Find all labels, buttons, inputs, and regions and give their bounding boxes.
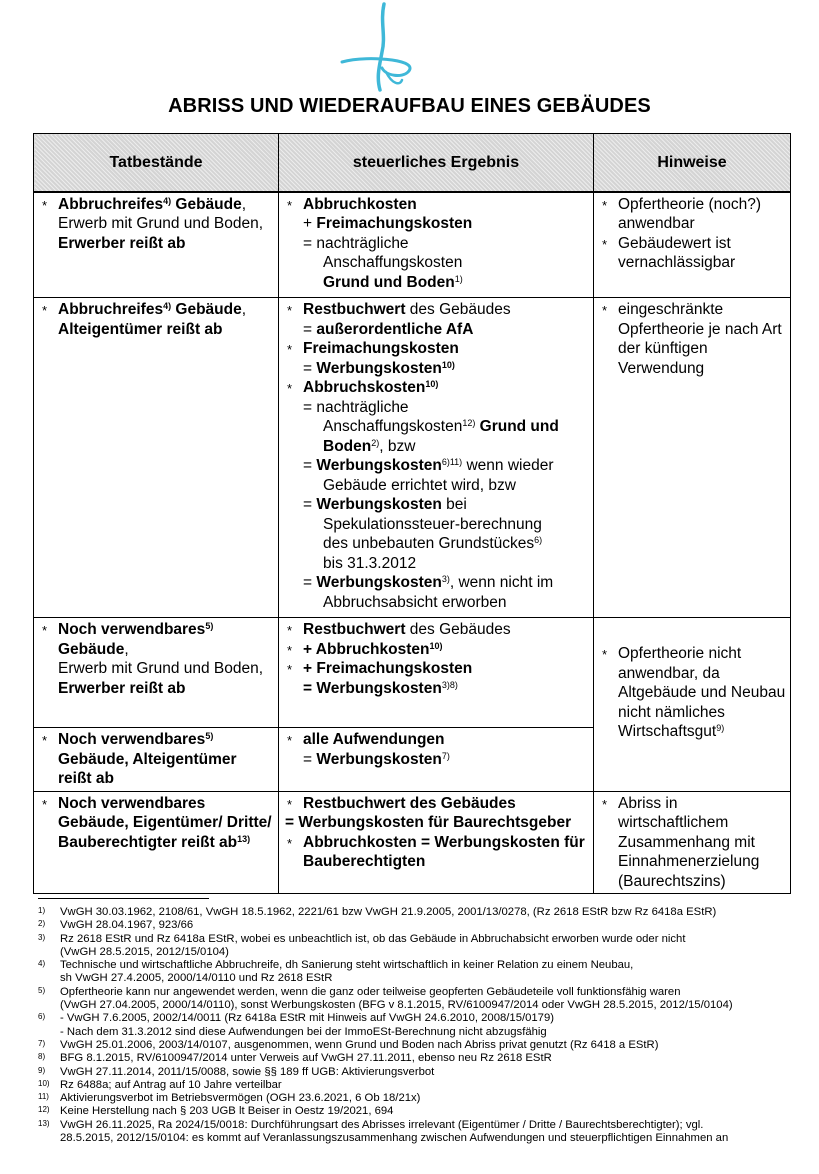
- footnote: 1) VwGH 30.03.1962, 2108/61, VwGH 18.5.1962, 2221/61 bzw VwGH 21.9.2005, 2001/13/0278, (Rz 2618 EStR bzw Rz 6418a EStR): [38, 906, 717, 918]
- header-tatbestaende: Tatbestände: [34, 134, 279, 192]
- footnote: 13) VwGH 26.11.2025, Ra 2024/15/0018: Durchführungsart des Abrisses irrelevant (Eigentümer / Dritte / Baurechtsberechtigter); vgl. 28.5.2015, 2012/15/0104: es kommt auf Veranlassungszusammenhang zwischen Aufwendungen und steuerpflichtigen Einnahmen an: [38, 1118, 729, 1145]
- footnote: 6) - VwGH 7.6.2005, 2002/14/0011 (Rz 6418a EStR mit Hinweis auf VwGH 24.6.2010, 2008/15/0179) - Nach dem 31.3.2012 sind diese Aufwendungen bei der ImmoESt-Berechnung nicht abzugsfähig: [38, 1012, 555, 1038]
- table-row: [34, 298, 791, 618]
- footnote: 5) Opfertheorie kann nur angewendet werden, wenn die ganz oder teilweise geopferten Gebäudeteile voll funktionsfähig waren (VwGH 27.04.2005, 2000/14/0110), sonst Werbungskosten (BFG v 8.1.2015, RV/6100947/2014 oder VwGH 28.5.2015, 2012/15/0104): [38, 985, 733, 1012]
- cell-ergebnis: * alle Aufwendungen = Werbungskosten$^{7)}$: [279, 728, 594, 792]
- cell-ergebnis: * Restbuchwert des Gebäudes * + Abbruchkosten$^{10)}$ * + Freimachungskosten = Werbungskosten$^{3)8)}$: [279, 618, 594, 728]
- table-row: [34, 192, 791, 298]
- cell-ergebnis: * Abbruchkosten + Freimachungskosten = nachträgliche Anschaffungskosten Grund und Boden$^{1)}$: [279, 192, 594, 298]
- footnote: 8) BFG 8.1.2015, RV/6100947/2014 unter Verweis auf VwGH 27.11.2011, ebenso neu Rz 2618 EStR: [38, 1052, 552, 1065]
- page-title: ABRISS UND WIEDERAUFBAU EINES GEBÄUDES: [168, 95, 651, 117]
- cell-hinweise: * eingeschränkte Opfertheorie je nach Art der künftigen Verwendung: [594, 298, 791, 618]
- cell-tatbestand: * Noch verwendbares Gebäude, Eigentümer/ Dritte/ Bauberechtigter reißt $ab^{13)}$: [34, 791, 279, 894]
- brand-logo-icon: [336, 2, 420, 94]
- table-row: [34, 618, 791, 728]
- cell-hinweise: * Opfertheorie (noch?) anwendbar * Gebäudewert ist vernachlässigbar: [594, 192, 791, 298]
- footnote: 10) Rz 6488a; auf Antrag auf 10 Jahre verteilbar: [38, 1078, 282, 1091]
- footnotes: [38, 906, 798, 1145]
- footnote: 11) Aktivierungsverbot im Betriebsvermögen (OGH 23.6.2021, 6 Ob 18/21x): [38, 1092, 421, 1105]
- table-header-row: [34, 134, 791, 192]
- cell-tatbestand: * Noch verwendbares$^{5)}$ Gebäude, Erwerb mit Grund und Boden, Erwerber reißt ab: [34, 618, 279, 728]
- footnote: 2) VwGH 28.04.1967, 923/66: [38, 919, 194, 932]
- cell-tatbestand: * Abbruchreifes$^{4)}$ Gebäude, Erwerb mit Grund und Boden, Erwerber reißt ab: [34, 192, 279, 298]
- cell-ergebnis: * Restbuchwert des Gebäudes = Werbungskosten für Baurechtsgeber * Abbruchkosten = Werbungskosten für Bauberechtigten: [279, 791, 594, 894]
- cell-tatbestand: * Noch verwendbares$^{5)}$ Gebäude, Alteigentümer reißt ab: [34, 728, 279, 792]
- header-steuerliches-ergebnis: steuerliches Ergebnis: [279, 134, 594, 192]
- header-hinweise: Hinweise: [594, 134, 791, 192]
- cell-ergebnis: * Restbuchwert des Gebäudes = außerordentliche AfA * Freimachungskosten = Werbungskosten$^{10)}$ * Abbruchskosten$^{10)}$ = nachträgliche Anschaffungskosten$^{12)}$ Grund und Boden$^{2)}$, bzw = Werbungskosten$^{6)11)}$ wenn wieder Gebäude errichtet wird, bzw = Werbungskosten bei Spekulationssteuer-berechnung des unbebauten Grundstückes$^{6)}$ bis 31.3.2012 = Werbungskosten$^{3)}$, wenn nicht im Abbruchsabsicht erworben: [279, 298, 594, 618]
- footnote: 4) Technische und wirtschaftliche Abbruchreife, dh Sanierung steht wirtschaftlich in keiner Relation zu einem Neubau, sh VwGH 27.4.2005, 2000/14/0110 und Rz 2618 EStR: [38, 959, 634, 985]
- footnote: 9) VwGH 27.11.2014, 2011/15/0088, sowie §§ 189 ff UGB: Aktivierungsverbot: [38, 1065, 435, 1078]
- cell-tatbestand: * Abbruchreifes$^{4)}$ Gebäude, Alteigentümer reißt ab: [34, 298, 279, 618]
- cell-hinweise: * Opfertheorie nicht anwendbar, da Altgebäude und Neubau nicht nämliches Wirtschaftsgut$^{9)}$: [594, 618, 791, 792]
- tax-table: [33, 133, 791, 894]
- table-row: [34, 791, 791, 894]
- footnote: 3) Rz 2618 EStR und Rz 6418a EStR, wobei es unbeachtlich ist, ob das Gebäude in Abbruchabsicht erworben wurde oder nicht (VwGH 28.5.2015, 2012/15/0104): [38, 932, 686, 958]
- footnote: 7) VwGH 25.01.2006, 2003/14/0107, ausgenommen, wenn Grund und Boden nach Abriss privat genutzt (Rz 6418 a EStR): [38, 1038, 659, 1051]
- footnote: 12) Keine Herstellung nach § 203 UGB lt Beiser in Oestz 19/2021, 694: [38, 1105, 394, 1118]
- footnote-divider: [38, 898, 209, 899]
- cell-hinweise: * Abriss in wirtschaftlichem Zusammenhang mit Einnahmenerzielung (Baurechtszins): [594, 791, 791, 894]
